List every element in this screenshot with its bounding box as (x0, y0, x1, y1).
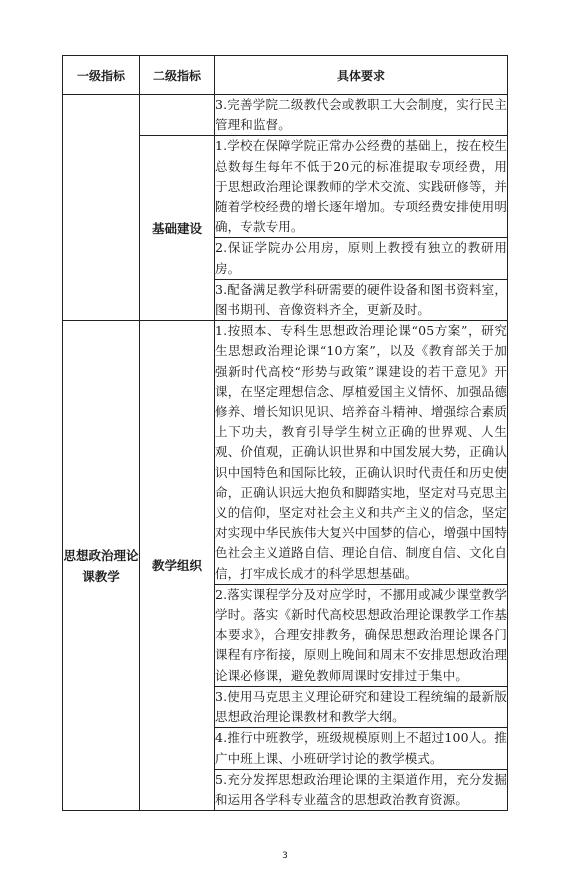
page-number: 3 (282, 851, 288, 861)
level1-cell-empty (63, 95, 140, 321)
requirement-cell: 2.保证学院办公用房，原则上教授有独立的教研用房。 (215, 238, 508, 279)
level2-cell-infrastructure: 基础建设 (140, 136, 215, 321)
header-level1: 一级指标 (63, 56, 140, 95)
requirement-cell: 1.学校在保障学院正常办公经费的基础上，按在校生总数每生每年不低于20元的标准提取专项经费，用于思想政治理论课教师的学术交流、实践研修等，并随着学校经费的增长逐年增加。专项经费安排使用明确，专款专用。 (215, 136, 508, 238)
requirement-cell: 3.使用马克思主义理论研究和建设工程统编的最新版思想政治理论课教材和教学大纲。 (215, 686, 508, 727)
level1-cell-ideology-course: 思想政治理论课教学 (63, 321, 140, 811)
requirement-cell: 3.完善学院二级教代会或教职工大会制度，实行民主管理和监督。 (215, 95, 508, 136)
level2-cell-empty (140, 95, 215, 136)
requirement-cell: 4.推行中班教学，班级规模原则上不超过100人。推广中班上课、小班研学讨论的教学模式。 (215, 728, 508, 769)
requirement-cell: 3.配备满足教学科研需要的硬件设备和图书资料室，图书期刊、音像资料齐全，更新及时。 (215, 279, 508, 320)
requirement-cell: 1.按照本、专科生思想政治理论课“05方案”，研究生思想政治理论课“10方案”，以及《教育部关于加强新时代高校“形势与政策”课建设的若干意见》开课，在坚定理想信念、厚植爱国主义情怀、加强品德修养、增长知识见识、培养奋斗精神、增强综合素质上下功夫，教育引导学生树立正确的世界观、人生观、价值观，正确认识世界和中国发展大势，正确认识中国特色和国际比较，正确认识时代责任和历史使命，正确认识远大抱负和脚踏实地，坚定对马克思主义的信仰，坚定对社会主义和共产主义的信念，坚定对实现中华民族伟大复兴中国梦的信心，增强中国特色社会主义道路自信、理论自信、制度自信、文化自信，打牢成长成才的科学思想基础。 (215, 321, 508, 585)
table-row (63, 321, 508, 585)
level2-cell-teaching-organization: 教学组织 (140, 321, 215, 811)
table-header-row (63, 56, 508, 95)
table-row (63, 95, 508, 136)
requirement-cell: 5.充分发挥思想政治理论课的主渠道作用，充分发掘和运用各学科专业蕴含的思想政治教育资源。 (215, 769, 508, 810)
requirements-table (62, 55, 508, 811)
header-level2: 二级指标 (140, 56, 215, 95)
header-requirements: 具体要求 (215, 56, 508, 95)
requirement-cell: 2.落实课程学分及对应学时，不挪用或减少课堂教学学时。落实《新时代高校思想政治理论课教学工作基本要求》，合理安排教务，确保思想政治理论课各门课程有序衔接，原则上晚间和周末不安排思想政治理论课必修课，避免教师周课时安排过于集中。 (215, 584, 508, 686)
